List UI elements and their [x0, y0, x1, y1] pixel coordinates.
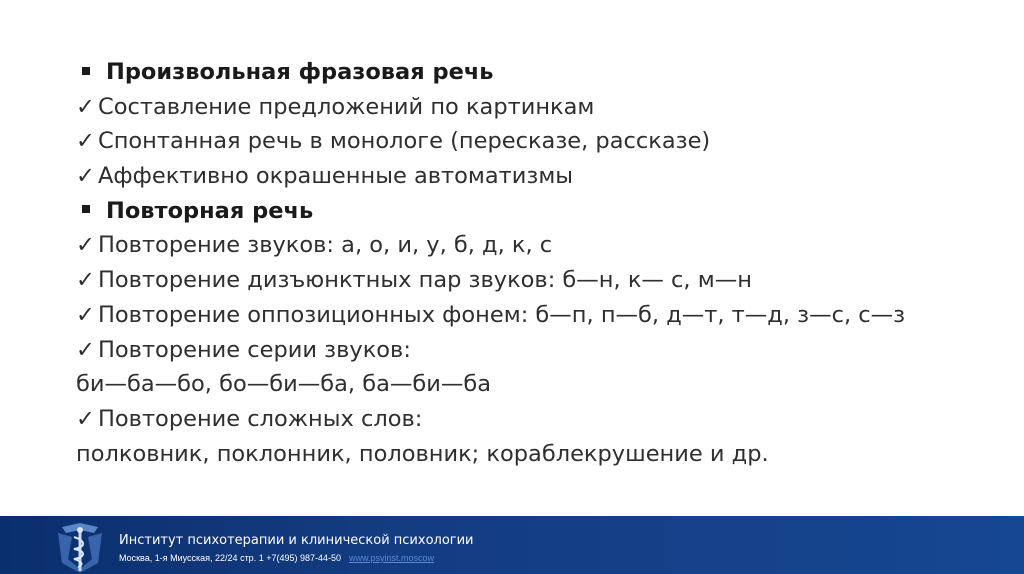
checkmark-icon: ✓	[76, 163, 95, 190]
slide-line	[76, 367, 1006, 402]
slide-line	[76, 124, 1006, 159]
checkmark-icon: ✓	[76, 301, 95, 328]
website-link[interactable]: www.psyinst.moscow	[349, 553, 435, 563]
line-text: полковник, поклонник, половник; кораблекрушение и др.	[76, 440, 769, 467]
line-text: Спонтанная речь в монологе (пересказе, рассказе)	[98, 128, 711, 155]
slide-line	[76, 194, 1006, 229]
footer-address: Москва, 1-я Миусская, 22/24 стр. 1 +7(495) 987-44-50	[119, 553, 342, 563]
square-bullet-icon	[82, 205, 90, 213]
checkmark-icon: ✓	[76, 267, 95, 294]
slide-line	[76, 263, 1006, 298]
line-text: Повторение серии звуков:	[98, 336, 411, 363]
line-text: Повторение оппозиционных фонем: б—п, п—б, д—т, т—д, з—с, с—з	[98, 301, 906, 328]
slide-line	[76, 298, 1006, 333]
slide-line	[76, 402, 1006, 437]
slide-content	[76, 55, 1006, 471]
line-text: Повторение дизъюнктных пар звуков: б—н, к— с, м—н	[98, 267, 752, 294]
slide-line	[76, 159, 1006, 194]
line-text: Аффективно окрашенные автоматизмы	[98, 163, 574, 190]
checkmark-icon: ✓	[76, 128, 95, 155]
checkmark-icon: ✓	[76, 336, 95, 363]
square-bullet-icon	[82, 67, 90, 75]
line-text: Произвольная фразовая речь	[106, 59, 494, 85]
line-text: Повторение сложных слов:	[98, 405, 423, 432]
slide-line	[76, 55, 1006, 90]
footer-bar	[0, 516, 1024, 574]
checkmark-icon: ✓	[76, 405, 95, 432]
footer-contacts	[119, 553, 434, 563]
footer-title: Институт психотерапии и клинической психологии	[119, 533, 474, 548]
institute-logo-icon	[52, 519, 108, 573]
line-text: Повторение звуков: а, о, и, у, б, д, к, с	[98, 232, 553, 259]
slide-line	[76, 228, 1006, 263]
slide-line	[76, 333, 1006, 368]
checkmark-icon: ✓	[76, 232, 95, 259]
slide-line	[76, 90, 1006, 125]
checkmark-icon: ✓	[76, 93, 95, 120]
slide-line	[76, 437, 1006, 472]
line-text: би—ба—бо, бо—би—ба, ба—би—ба	[76, 371, 492, 398]
line-text: Повторная речь	[106, 197, 314, 224]
line-text: Составление предложений по картинкам	[98, 93, 595, 120]
